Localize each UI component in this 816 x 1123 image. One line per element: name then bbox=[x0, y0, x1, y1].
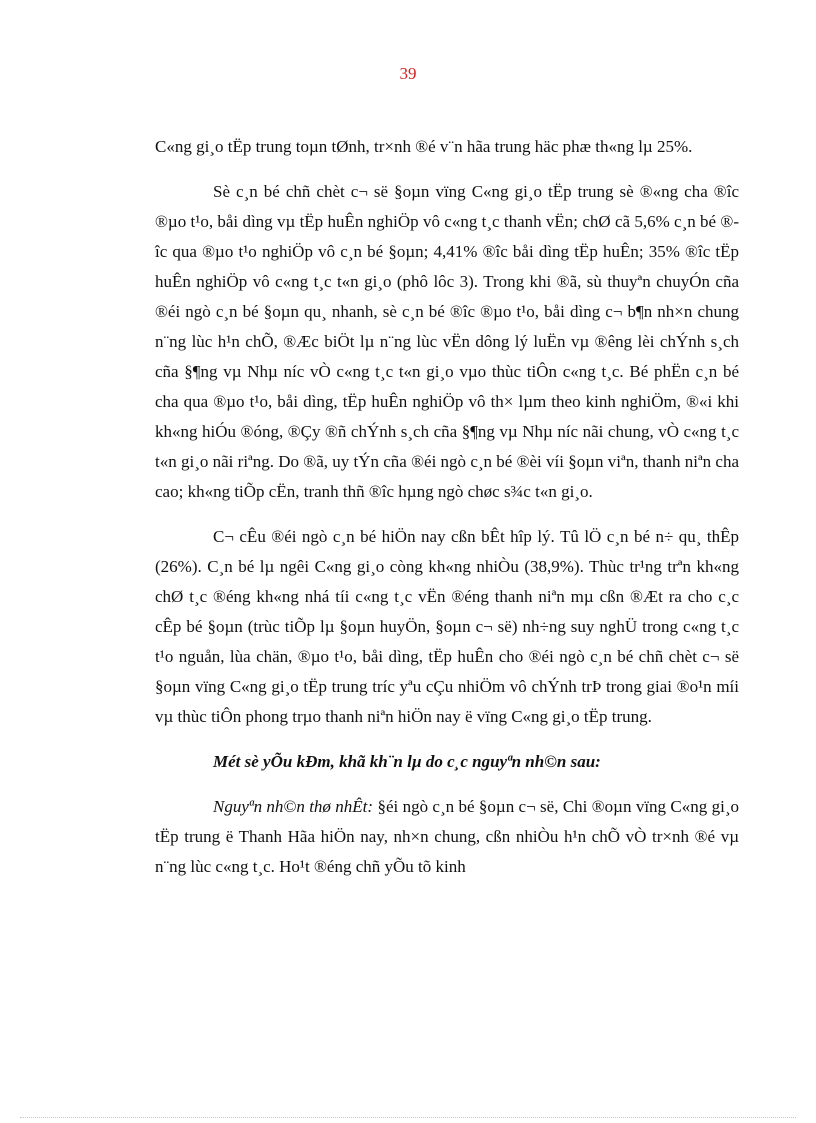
page-bottom-border bbox=[20, 1117, 796, 1118]
paragraph-2: Sè c¸n bé chñ chèt c¬ së §oµn vïng C«ng gi¸o tËp trung sè ®«ng cha ®îc ®µo t¹o, båi dìng vµ tËp huÊn nghiÖp vô c«ng t¸c thanh vËn; chØ cã 5,6% c¸n bé ®îc qua ®µo t¹o nghiÖp vô c¸n bé §oµn; 4,41% ®îc båi dìng tËp huÊn; 35% ®îc tËp huÊn nghiÖp vô c«ng t¸c t«n gi¸o (phô lôc 3). Trong khi ®ã, sù thuyªn chuyÓn cña ®éi ngò c¸n bé §oµn qu¸ nhanh, sè c¸n bé ®îc ®µo t¹o, båi dìng c¬ b¶n nh×n chung n¨ng lùc h¹n chÕ, ®Æc biÖt lµ n¨ng lùc vËn dông lý luËn vµ ®êng lèi chÝnh s¸ch cña §¶ng vµ Nhµ níc vÒ c«ng t¸c t«n gi¸o vµo thùc tiÔn c«ng t¸c. Bé phËn c¸n bé cha qua ®µo t¹o, båi dìng, tËp huÊn nghiÖp vô th× lµm theo kinh nghiÖm, ®«i khi kh«ng hiÓu ®óng, ®Çy ®ñ chÝnh s¸ch cña §¶ng vµ Nhµ níc nãi chung, vÒ c«ng t¸c t«n gi¸o nãi riªng. Do ®ã, uy tÝn cña ®éi ngò c¸n bé ®èi víi §oµn viªn, thanh niªn cha cao; kh«ng tiÕp cËn, tranh thñ ®îc hµng ngò chøc s¾c t«n gi¸o. bbox=[155, 182, 739, 501]
paragraph-1: C«ng gi¸o tËp trung toµn tØnh, tr×nh ®é v¨n hãa trung häc phæ th«ng lµ 25%. bbox=[155, 137, 693, 156]
paragraph-4-text: §éi ngò c¸n bé §oµn c¬ së, Chi ®oµn vïng C«ng gi¸o tËp trung ë Thanh Hãa hiÖn nay, nh×n chung, cßn nhiÒu h¹n chÕ vÒ tr×nh ®é vµ n¨ng lùc c«ng t¸c. Ho¹t ®éng chñ yÕu tõ kinh bbox=[155, 797, 739, 876]
document-body bbox=[155, 132, 739, 897]
paragraph-4-lead: Nguyªn nh©n thø nhÊt: bbox=[213, 797, 374, 816]
paragraph-4 bbox=[155, 792, 739, 882]
page-number: 39 bbox=[399, 64, 417, 83]
paragraph-3: C¬ cÊu ®éi ngò c¸n bé hiÖn nay cßn bÊt hîp lý. Tû lÖ c¸n bé n÷ qu¸ thÊp (26%). C¸n bé lµ ngêi C«ng gi¸o còng kh«ng nhiÒu (38,9%). Thùc tr¹ng trªn kh«ng chØ t¸c ®éng kh«ng nhá tíi c«ng t¸c vËn ®éng thanh niªn mµ cßn ®Æt ra cho c¸c cÊp bé §oµn (trùc tiÕp lµ §oµn huyÖn, §oµn c¬ së) nh÷ng suy nghÜ trong c«ng t¸c t¹o nguån, lùa chän, ®µo t¹o, båi dìng, tËp huÊn cho ®éi ngò c¸n bé chñ chèt c¬ së §oµn vïng C«ng gi¸o tËp trung tríc yªu cÇu nhiÖm vô chÝnh trÞ trong giai ®o¹n míi vµ thùc tiÔn phong trµo thanh niªn hiÖn nay ë vïng C«ng gi¸o tËp trung. bbox=[155, 527, 739, 726]
section-heading: Mét sè yÕu kÐm, khã kh¨n lµ do c¸c nguyªn nh©n sau: bbox=[213, 752, 601, 771]
